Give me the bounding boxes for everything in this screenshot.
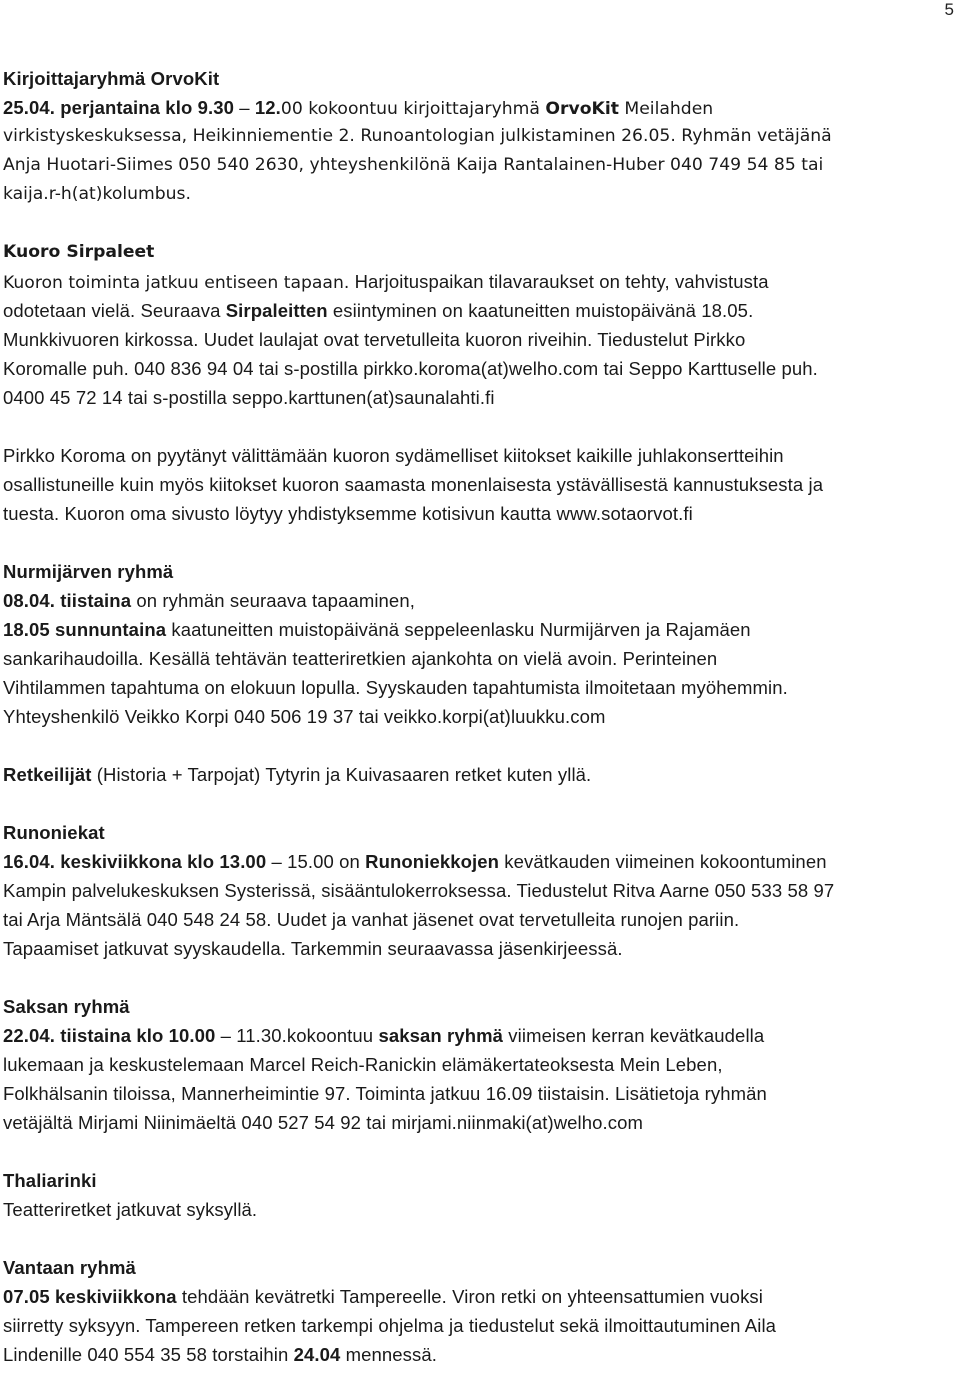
paragraph-line (3, 586, 958, 615)
paragraph-line (3, 615, 958, 644)
section-heading: Thaliarinki (3, 1170, 97, 1191)
section-sirpaleet (3, 238, 958, 412)
dash-text: – (234, 97, 255, 118)
paragraph-line: Tapaamiset jatkuvat syyskaudella. Tarkemmin seuraavassa jäsenkirjeessä. (3, 938, 623, 959)
time-text: 12. (254, 97, 281, 118)
text-span: esiintyminen on kaatuneitten muistopäivänä 18.05. (327, 300, 754, 321)
date-text: 22.04. tiistaina klo 10.00 (3, 1025, 216, 1046)
text-span: odotetaan vielä. (3, 300, 136, 321)
text-span: tehdään kevätretki Tampereelle. Viron retki on yhteensattumien vuoksi (176, 1286, 763, 1307)
document-body (3, 64, 958, 1398)
text-span: karttunen(at)saunalahti. (288, 387, 486, 408)
paragraph-line: siirretty syksyyn. Tampereen retken tarkempi ohjelma ja tiedustelut sekä ilmoittautuminen Aila (3, 1315, 777, 1336)
text-span: Tiedustelut Pirkko (592, 329, 746, 350)
paragraph-line (3, 93, 958, 122)
text-span: 00 kokoontuu kirjoittajaryhmä (280, 99, 546, 119)
paragraph-line: kaija.r-h(at)kolumbus. (3, 184, 191, 204)
paragraph-line: Anja Huotari-Siimes 050 540 2630, yhteyshenkilönä Kaija Rantalainen-Huber 040 749 54 85 tai (3, 155, 824, 175)
text-span: 040 836 94 04 tai s-postilla pirkko. (128, 358, 419, 379)
section-thaliarinki (3, 1166, 958, 1224)
paragraph-line: lukemaan ja keskustelemaan Marcel Reich-Ranickin elämäkertateoksesta Mein Leben, (3, 1054, 723, 1075)
paragraph-line: tuesta. Kuoron oma sivusto löytyy yhdistyksemme kotisivun kautta www.sotaorvot.fi (3, 503, 693, 524)
text-span: Seuraava (135, 300, 226, 321)
section-runoniekat (3, 818, 958, 963)
paragraph-line (3, 325, 958, 354)
section-heading: Vantaan ryhmä (3, 1257, 136, 1278)
paragraph-line: Pirkko Koroma on pyytänyt välittämään kuoron sydämelliset kiitokset kaikille juhlakonsertteihin (3, 445, 784, 466)
date-text: 25.04. perjantaina klo 9.30 (3, 97, 234, 118)
paragraph-line (3, 1282, 958, 1311)
date-text: 24.04 (293, 1344, 341, 1365)
text-span: Kuoron toiminta jatkuu entiseen tapaan. (3, 273, 350, 293)
group-name: Runoniekkojen (365, 851, 500, 872)
text-span: Koromalle puh. (3, 358, 129, 379)
text-span: com tai Seppo Karttuselle puh. (562, 358, 818, 379)
paragraph-line (3, 267, 958, 296)
group-name: Sirpaleitten (225, 300, 328, 321)
paragraph-line: Folkhälsanin tiloissa, Mannerheimintie 97. Toiminta jatkuu 16.09 tiistaisin. Lisätietoja ryhmän (3, 1083, 767, 1104)
date-text: 18.05 sunnuntaina (3, 619, 167, 640)
paragraph-line (3, 847, 958, 876)
paragraph-line: osallistuneille kuin myös kiitokset kuoron saamasta monenlaisesta ystävällisestä kannustuksesta ja (3, 474, 824, 495)
section-nurmijarvi (3, 557, 958, 731)
text-span: Meilahden (618, 99, 714, 119)
text-span: on ryhmän seuraava tapaaminen, (131, 590, 415, 611)
section-heading: Kirjoittajaryhmä OrvoKit (3, 68, 220, 89)
section-heading: Runoniekat (3, 822, 105, 843)
text-span: Lindenille 040 554 35 58 torstaihin (3, 1344, 294, 1365)
paragraph-line (3, 760, 958, 789)
section-heading: Nurmijärven ryhmä (3, 561, 174, 582)
text-span: Harjoituspaikan tilavaraukset on tehty, vahvistusta (349, 271, 769, 292)
date-text: 07.05 keskiviikkona (3, 1286, 177, 1307)
text-span: viimeisen kerran kevätkaudella (503, 1025, 765, 1046)
paragraph-line: Vihtilammen tapahtuma on elokuun lopulla. Syyskauden tapahtumista ilmoitetaan myöhemmin. (3, 677, 788, 698)
group-name: Retkeilijät (3, 764, 92, 785)
text-span: 0400 45 72 14 tai s-postilla seppo. (3, 387, 289, 408)
paragraph-line: Kampin palvelukeskuksen Systerissä, sisääntulokerroksessa. Tiedustelut Ritva Aarne 050 533 58 97 (3, 880, 835, 901)
section-orvokit (3, 64, 958, 209)
text-span: fi (485, 387, 495, 408)
group-name: OrvoKit (545, 99, 619, 119)
paragraph-line: virkistyskeskuksessa, Heikinniementie 2. Runoantologian julkistaminen 26.05. Ryhmän vetäjänä (3, 126, 832, 146)
text-span: koroma(at)welho. (418, 358, 563, 379)
section-saksa (3, 992, 958, 1137)
text-span: Munkkivuoren kirkossa. (3, 329, 199, 350)
paragraph-line: Teatteriretket jatkuvat syksyllä. (3, 1199, 258, 1220)
text-span: Uudet laulajat ovat tervetulleita kuoron riveihin. (198, 329, 593, 350)
group-name: saksan ryhmä (378, 1025, 504, 1046)
paragraph-line (3, 383, 958, 412)
text-span: kaatuneitten muistopäivänä seppeleenlasku Nurmijärven ja Rajamäen (166, 619, 751, 640)
text-span: (Historia + Tarpojat) Tytyrin ja Kuivasaaren retket kuten yllä. (91, 764, 592, 785)
date-text: 08.04. tiistaina (3, 590, 132, 611)
text-span: – 11.30.kokoontuu (215, 1025, 379, 1046)
section-heading: Kuoro Sirpaleet (3, 242, 155, 262)
paragraph-line: vetäjältä Mirjami Niinimäeltä 040 527 54 92 tai mirjami.niinmaki(at)welho.com (3, 1112, 644, 1133)
date-text: 16.04. keskiviikkona klo 13.00 (3, 851, 267, 872)
section-heading: Saksan ryhmä (3, 996, 130, 1017)
section-retkeilijat (3, 760, 958, 789)
paragraph-line: tai Arja Mäntsälä 040 548 24 58. Uudet ja vanhat jäsenet ovat tervetulleita runojen pariin. (3, 909, 740, 930)
paragraph-line: sankarihaudoilla. Kesällä tehtävän teatteriretkien ajankohta on vielä avoin. Perinteinen (3, 648, 718, 669)
paragraph-line (3, 296, 958, 325)
section-koroma-thanks (3, 441, 958, 528)
paragraph-line: Yhteyshenkilö Veikko Korpi 040 506 19 37 tai veikko.korpi(at)luukku.com (3, 706, 606, 727)
text-span: mennessä. (340, 1344, 438, 1365)
text-span: – 15.00 on (266, 851, 366, 872)
page-number: 5 (944, 0, 954, 19)
paragraph-line (3, 354, 958, 383)
paragraph-line (3, 1340, 958, 1369)
text-span: kevätkauden viimeinen kokoontuminen (499, 851, 827, 872)
section-vantaa (3, 1253, 958, 1369)
paragraph-line (3, 1021, 958, 1050)
